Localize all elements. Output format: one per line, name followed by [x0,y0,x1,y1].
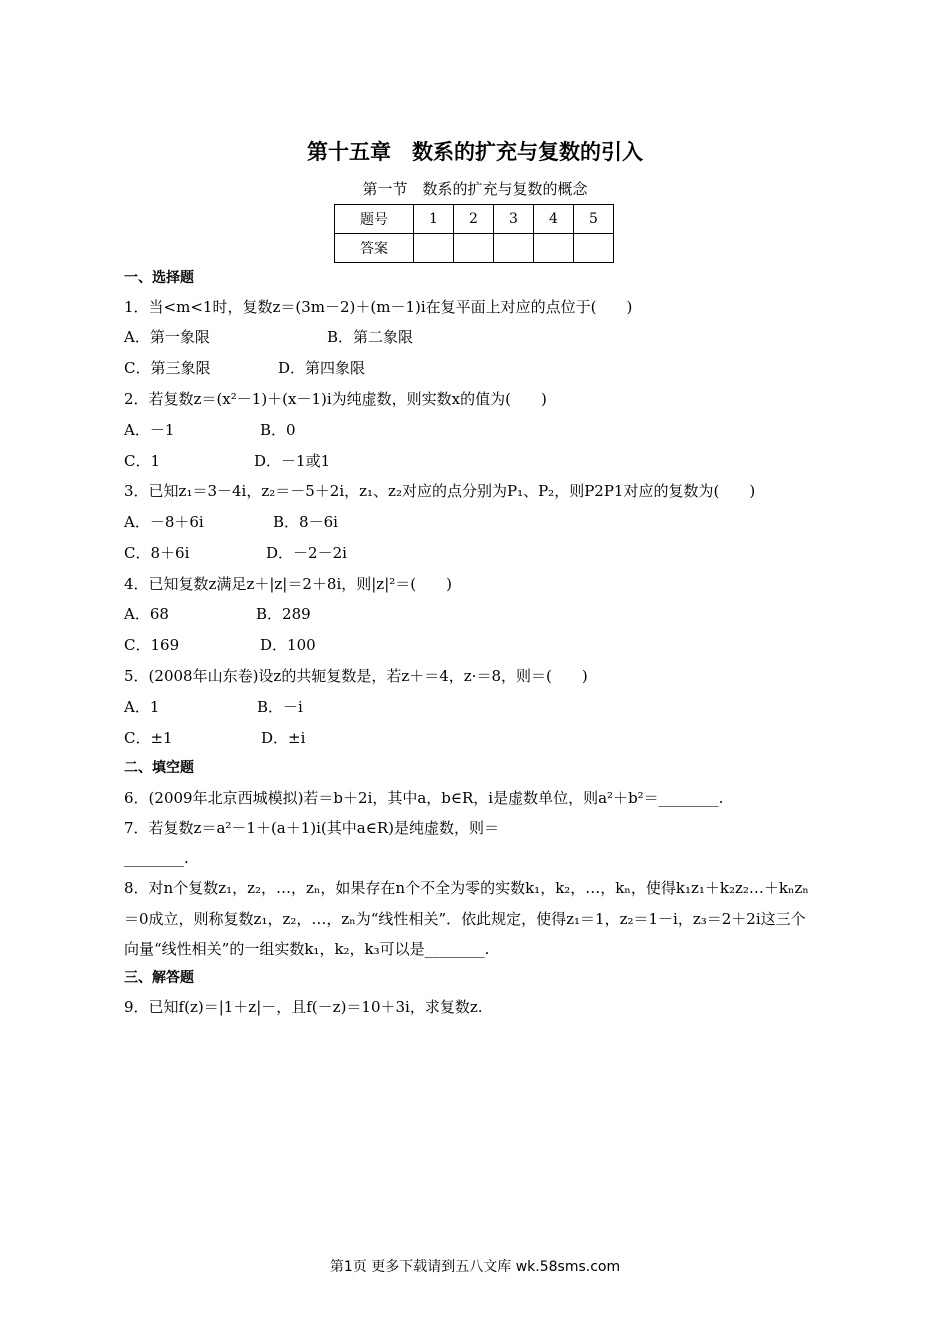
option-c: C．8＋6i [124,544,190,562]
option-d: D．第四象限 [278,359,366,377]
answer-cell [414,234,454,263]
question-9: 9．已知f(z)＝|1＋z|－，且f(－z)＝10＋3i，求复数z. [124,998,483,1016]
option-d: D．100 [260,636,316,654]
section-heading-solution: 三、解答题 [124,970,194,986]
option-d: D．－1或1 [254,452,331,470]
option-b: B．8－6i [273,513,338,531]
answer-cell [574,234,614,263]
option-a: A．1 [124,698,160,716]
question-number-cell: 1 [414,205,454,234]
option-d: D．－2－2i [266,544,347,562]
question-8-line-1: 8．对n个复数z₁，z₂，…，zₙ，如果存在n个不全为零的实数k₁，k₂，…，kₙ，使得k₁z₁＋k₂z₂…＋kₙzₙ [124,879,809,897]
option-c: C．第三象限 [124,359,211,377]
question-8-line-2: ＝0成立，则称复数z₁，z₂，…，zₙ为“线性相关”．依此规定，使得z₁＝1，z₂＝1－i，z₃＝2＋2i这三个 [124,910,806,928]
answer-table [334,204,614,263]
question-7: 7．若复数z＝a²－1＋(a＋1)i(其中a∈R)是纯虚数，则＝ [124,819,499,837]
option-a: A．68 [124,605,169,623]
option-c: C．±1 [124,729,173,747]
option-a: A．－8＋6i [124,513,204,531]
option-c: C．169 [124,636,180,654]
question-1: 1．当<m<1时，复数z＝(3m－2)＋(m－1)i在复平面上对应的点位于( ) [124,298,633,316]
answer-cell [454,234,494,263]
answer-table-answer-row [335,234,614,263]
section-heading-choice: 一、选择题 [124,270,194,286]
chapter-title: 第十五章 数系的扩充与复数的引入 [307,140,643,164]
section-subtitle: 第一节 数系的扩充与复数的概念 [362,180,588,198]
answer-cell [534,234,574,263]
question-6: 6．(2009年北京西城模拟)若＝b＋2i，其中a，b∈R，i是虚数单位，则a²＋b²＝________. [124,789,724,807]
question-number-cell: 5 [574,205,614,234]
option-b: B．0 [260,421,296,439]
question-2: 2．若复数z＝(x²－1)＋(x－1)i为纯虚数，则实数x的值为( ) [124,390,547,408]
option-a: A．－1 [124,421,175,439]
option-b: B．第二象限 [327,328,414,346]
option-c: C．1 [124,452,161,470]
question-number-cell: 2 [454,205,494,234]
option-d: D．±i [261,729,306,747]
question-5: 5．(2008年山东卷)设z的共轭复数是，若z＋＝4，z·＝8，则＝( ) [124,667,588,685]
question-8-line-3: 向量“线性相关”的一组实数k₁，k₂，k₃可以是________. [124,940,490,958]
question-number-cell: 3 [494,205,534,234]
question-number-label: 题号 [335,205,414,234]
option-b: B．289 [256,605,311,623]
question-3: 3．已知z₁＝3－4i，z₂＝－5＋2i，z₁、z₂对应的点分别为P₁、P₂，则P2P1对应的复数为( ) [124,482,756,500]
answer-table-header-row [335,205,614,234]
question-number-cell: 4 [534,205,574,234]
answer-cell [494,234,534,263]
section-heading-fill: 二、填空题 [124,760,194,776]
question-4: 4．已知复数z满足z＋|z|＝2＋8i，则|z|²＝( ) [124,575,452,593]
page-footer: 第1页 更多下载请到五八文库 wk.58sms.com [329,1259,621,1275]
answer-label: 答案 [335,234,414,263]
option-a: A．第一象限 [124,328,210,346]
question-7-blank: ________. [124,849,189,867]
option-b: B．－i [257,698,303,716]
